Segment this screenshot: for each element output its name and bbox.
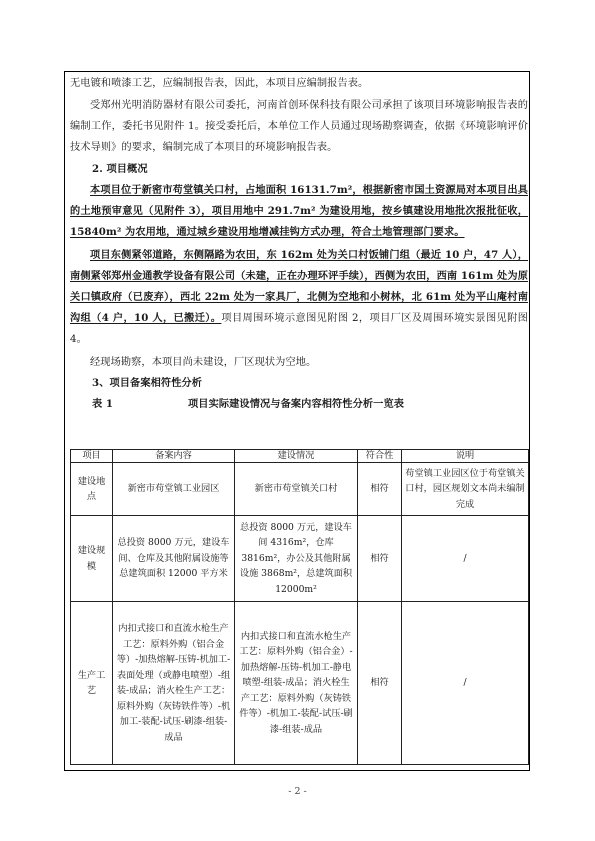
header-note: 说明 [402, 450, 529, 463]
paragraph-survey: 经现场勘察，本项目尚未建设，厂区现状为空地。 [90, 357, 317, 368]
page-number: - 2 - [288, 786, 307, 797]
cell-conform: 相符 [358, 516, 402, 602]
table-caption [70, 394, 528, 414]
cell-filed: 新密市苟堂镇工业园区 [113, 463, 235, 516]
cell-note: / [402, 602, 529, 765]
header-actual: 建设情况 [235, 450, 358, 463]
surroundings-bold: 项目东侧紧邻道路，东侧隔路为农田，东 162m 处为关口村饭铺门组（最近 10 户，47 人），南侧紧邻郑州金通教学设备有限公司（未建，正在办理环评手续），西侧为农田，西南 161m 处为原关口镇政府（已废弃），西北 22m 处为一家具厂，北侧为空地和小树林，北 61m 处为平山庵村南沟组（4 户，10 人，已搬迁）。 [70, 249, 528, 324]
cell-filed: 内扣式接口和直流水枪生产工艺：原料外购（铝合金等）-加热熔解-压铸-机加工-表面处理（或静电喷塑）-组装-成品；消火栓生产工艺：原料外购（灰铸铁件等）-机加工-装配-试压-刷漆-组装-成品 [113, 602, 235, 765]
cell-filed: 总投资 8000 万元，建设车间、仓库及其他附属设施等总建筑面积 12000 平方米 [113, 516, 235, 602]
table-row [71, 602, 529, 765]
header-filed: 备案内容 [113, 450, 235, 463]
conformity-table [70, 449, 529, 765]
cell-actual: 内扣式接口和直流水枪生产工艺：原料外购（铝合金）-加热熔解-压铸-机加工-静电喷塑-组装-成品；消火栓生产工艺：原料外购（灰铸铁件等）-机加工-装配-试压-刷漆-组装-成品 [235, 602, 358, 765]
paragraph-intro-tail: 无电镀和喷漆工艺，应编制报告表，因此，本项目应编制报告表。 [70, 78, 369, 89]
header-item: 项目 [71, 450, 113, 463]
table-header-row [71, 450, 529, 463]
table-row [71, 463, 529, 516]
paragraph-entrust: 受郑州光明消防器材有限公司委托，河南首创环保科技有限公司承担了该项目环境影响报告表的编制工作，委托书见附件 1。接受委托后，本单位工作人员通过现场勘察调查，依据《环境影响评价技术导则》的要求，编制完成了本项目的环境影响报告表。 [70, 100, 528, 153]
cell-note: 苟堂镇工业园区位于苟堂镇关口村，园区规划文本尚未编制完成 [402, 463, 529, 516]
cell-actual: 新密市苟堂镇关口村 [235, 463, 358, 516]
cell-note: / [402, 516, 529, 602]
cell-item: 建设规模 [71, 516, 113, 602]
body-text [70, 73, 528, 414]
paragraph-surroundings [70, 245, 528, 350]
cell-conform: 相符 [358, 602, 402, 765]
cell-actual: 总投资 8000 万元，建设车间 4316m²，仓库 3816m²，办公及其他附属设施 3868m²，总建筑面积 12000m² [235, 516, 358, 602]
cell-conform: 相符 [358, 463, 402, 516]
table-row [71, 516, 529, 602]
header-conform: 符合性 [358, 450, 402, 463]
cell-item: 建设地点 [71, 463, 113, 516]
table-title: 项目实际建设情况与备案内容相符性分析一览表 [188, 398, 405, 410]
cell-item: 生产工艺 [71, 602, 113, 765]
paragraph-location: 本项目位于新密市苟堂镇关口村，占地面积 16131.7m²，根据新密市国土资源局对本项目出具的土地预审意见（见附件 3），项目用地中 291.7m² 为建设用地，按乡镇建设用地批次报批征收，15840m² 为农用地，通过城乡建设用地增减挂钩方式办理，符合土地管理部门要求。 [70, 184, 528, 238]
surroundings-tail: 项目周围环境示意图见附图 2，项目厂区及周围环境实景图见附图 4。 [70, 313, 528, 345]
section-3-title: 3、项目备案相符性分析 [92, 377, 203, 389]
table-number: 表 1 [92, 398, 114, 410]
section-2-title: 2. 项目概况 [92, 163, 148, 175]
